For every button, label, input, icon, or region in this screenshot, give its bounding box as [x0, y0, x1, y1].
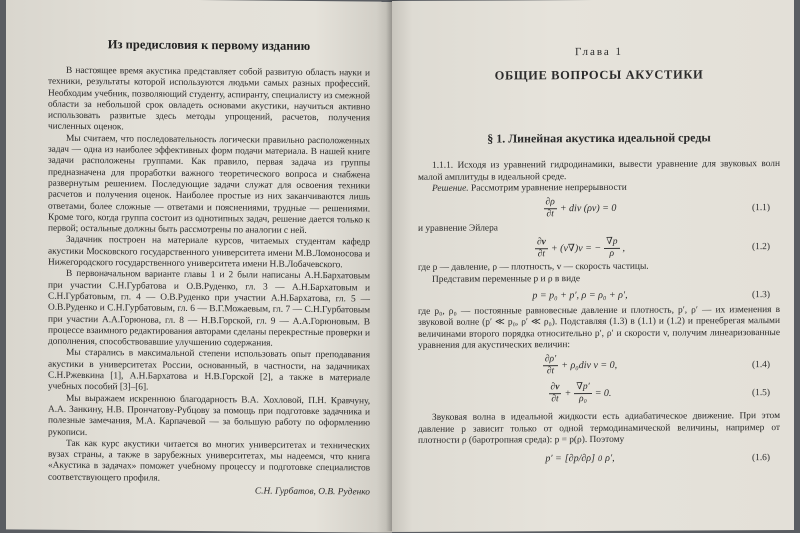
eq5-denominator: ∂t	[551, 394, 559, 405]
eq4-denominator: ∂t	[546, 366, 555, 377]
eq2-numerator-2: ∇p	[604, 237, 619, 249]
eq5-numerator-2: ∇p′	[574, 382, 591, 394]
eq6-tail: ρ′,	[605, 453, 615, 465]
equation-1-3	[418, 285, 780, 307]
euler-text: и уравнение Эйлера	[418, 223, 498, 234]
section-title: § 1. Линейная акустика идеальной среды	[487, 130, 711, 146]
eq1-denominator: ∂t	[546, 209, 554, 220]
eq2-denominator-2: ρ	[609, 248, 615, 259]
preface-signature: С.Н. Гурбатов, О.В. Руденко	[254, 486, 370, 498]
equation-1-1	[418, 194, 780, 224]
eq6-subscript: 0	[598, 454, 603, 464]
solution-label: Решение.	[432, 183, 469, 195]
eq1-rest: + div (ρv) = 0	[559, 203, 617, 215]
eq4-numerator: ∂ρ′	[543, 355, 558, 367]
eq2-tail: ,	[622, 242, 626, 254]
equation-1-4	[418, 351, 780, 381]
eq6-lhs: p′ =	[545, 453, 562, 465]
eq1-number: (1.1)	[752, 202, 770, 213]
eq3-text: p = p₀ + p′, ρ = ρ₀ + ρ′,	[532, 289, 628, 302]
adiabatic-text: Звуковая волна в идеальной жидкости есть адиабатическое движение. При этом давление p зависит только от одной термодинамической величины, например от плотности ρ (баротропная среда): p = p(ρ). Поэтому	[418, 410, 780, 447]
eq5-number: (1.5)	[752, 388, 770, 399]
eq5-numerator: ∂v	[549, 383, 562, 395]
preface-paragraph: Задачник построен на материале курсов, читаемых студентам кафедр акустики Московского государственного университета имени М.В.Ломоносова и Нижегородского государственного университета имени Н.В.Лобачевского.	[48, 235, 370, 271]
eq2-denominator: ∂t	[537, 249, 546, 260]
equation-1-2	[418, 233, 780, 263]
eq5-tail: = 0.	[594, 388, 612, 400]
chapter-number: Глава 1	[574, 45, 624, 59]
linearization-text: где p₀, ρ₀ — постоянные равновесные давление и плотность, p′, ρ′ — их изменения в звуковой волне (p′ ≪ p₀, ρ′ ≪ ρ₀). Подставляя (1.3) в (1.1) и (1.2) и пренебрегая малыми величинами второго порядка относительно p′, ρ′ и скорости v, получим линеаризованные уравнения для акустических величин:	[418, 304, 780, 352]
definitions-text: где p — давление, ρ — плотность, v — скорость частицы.	[418, 262, 649, 274]
represent-text: Представим переменные p и ρ в виде	[432, 274, 581, 285]
eq2-number: (1.2)	[752, 242, 770, 253]
equation-1-5	[418, 379, 780, 409]
eq2-numerator: ∂v	[535, 237, 548, 249]
solution-text: Рассмотрим уравнение непрерывности	[470, 183, 627, 194]
problem-statement: 1.1.1. Исходя из уравнений гидродинамики, вывести уравнение для звуковых волн малой амплитуды в идеальной среде.	[418, 159, 780, 183]
preface-paragraph: Мы считаем, что последовательность логически правильно расположенных задач — одна из наиболее эффективных форм подачи материала. В нашей книге задачи расположены группами. Как правило, первая задача из группы предназначена для проработки важного теоретического вопроса и снабжена развернутым решением. Последующие задачи служат для освоения техники расчетов и получения оценок. Наиболее простые из них заканчиваются лишь ответами, более сложные — ответами и пояснениями, трудные — решениями. Кроме того, когда группа состоит из однотипных задач, решение дается только к первой; остальные должны быть рассмотрены по аналогии с ней.	[48, 133, 370, 237]
right-page	[392, 0, 794, 532]
eq1-numerator: ∂ρ	[544, 197, 557, 209]
preface-paragraph: Мы выражаем искреннюю благодарность В.А. Хохловой, П.Н. Кравчуну, А.А. Занкину, Н.В. Прончатову-Рубцову за помощь при подготовке задачника и полезные замечания, М.А. Карпачевой — за большую работу по оформлению рукописи.	[48, 393, 370, 438]
preface-paragraph: В первоначальном варианте главы 1 и 2 были написаны А.Н.Бархатовым при участии С.Н.Гурбатова и О.В.Руденко, гл. 3 — А.Н.Бархатовым и С.Н.Гурбатовым, гл. 4 — О.В.Руденко при участии А.Н.Бархатова, гл. 5 — О.В.Руденко и С.Н.Гурбатовым, гл. 6 — В.Г.Можаевым, гл. 7 — С.Н.Гурбатовым при участии А.А.Горюнова, гл. 8 — Н.В.Горской, гл. 9 — А.А.Горюновым. В процессе взаимного редактирования авторами сделаны перекрестные проверки и дополнения, способствовавшие улучшению содержания.	[48, 269, 370, 349]
eq5-denominator-2: ρ₀	[579, 394, 587, 405]
preface-paragraph: Мы старались в максимальной степени использовать опыт преподавания акустики в университетах России, основанный, в частности, на задачниках С.Н.Ржевкина [1], А.Н.Бархатова и Н.В.Горской [2], а также в материале учебных пособий [3]–[6].	[48, 348, 370, 393]
eq3-number: (1.3)	[752, 289, 770, 300]
preface-paragraph: В настоящее время акустика представляет собой развитую область науки и техники, результаты которой используются людьми самых разных профессий. Необходим учебник, позволяющий студенту, аспиранту, специалисту из смежной области за небольшой срок овладеть основами акустики, научиться активно использовать развитые здесь методы упрощений, расчетов, получения численных оценок.	[48, 65, 370, 133]
eq5-middle: +	[564, 388, 572, 400]
left-page	[6, 0, 392, 533]
chapter-title: ОБЩИЕ ВОПРОСЫ АКУСТИКИ	[494, 67, 704, 83]
preface-paragraph: Так как курс акустики читается во многих университетах и технических вузах страны, а также в зарубежных университетах, мы надеемся, что книга «Акустика в задачах» поможет учебному процессу и подготовке специалистов соответствующего профиля.	[48, 438, 370, 484]
eq6-number: (1.6)	[752, 452, 770, 463]
eq2-middle: + (v∇)v = −	[550, 242, 602, 255]
equation-1-6	[418, 446, 780, 472]
eq6-bracket: [∂p/∂ρ]	[564, 453, 595, 465]
eq4-number: (1.4)	[752, 360, 770, 371]
preface-title: Из предисловия к первому изданию	[107, 37, 311, 53]
eq4-rest: + ρ₀div v = 0,	[561, 360, 618, 372]
